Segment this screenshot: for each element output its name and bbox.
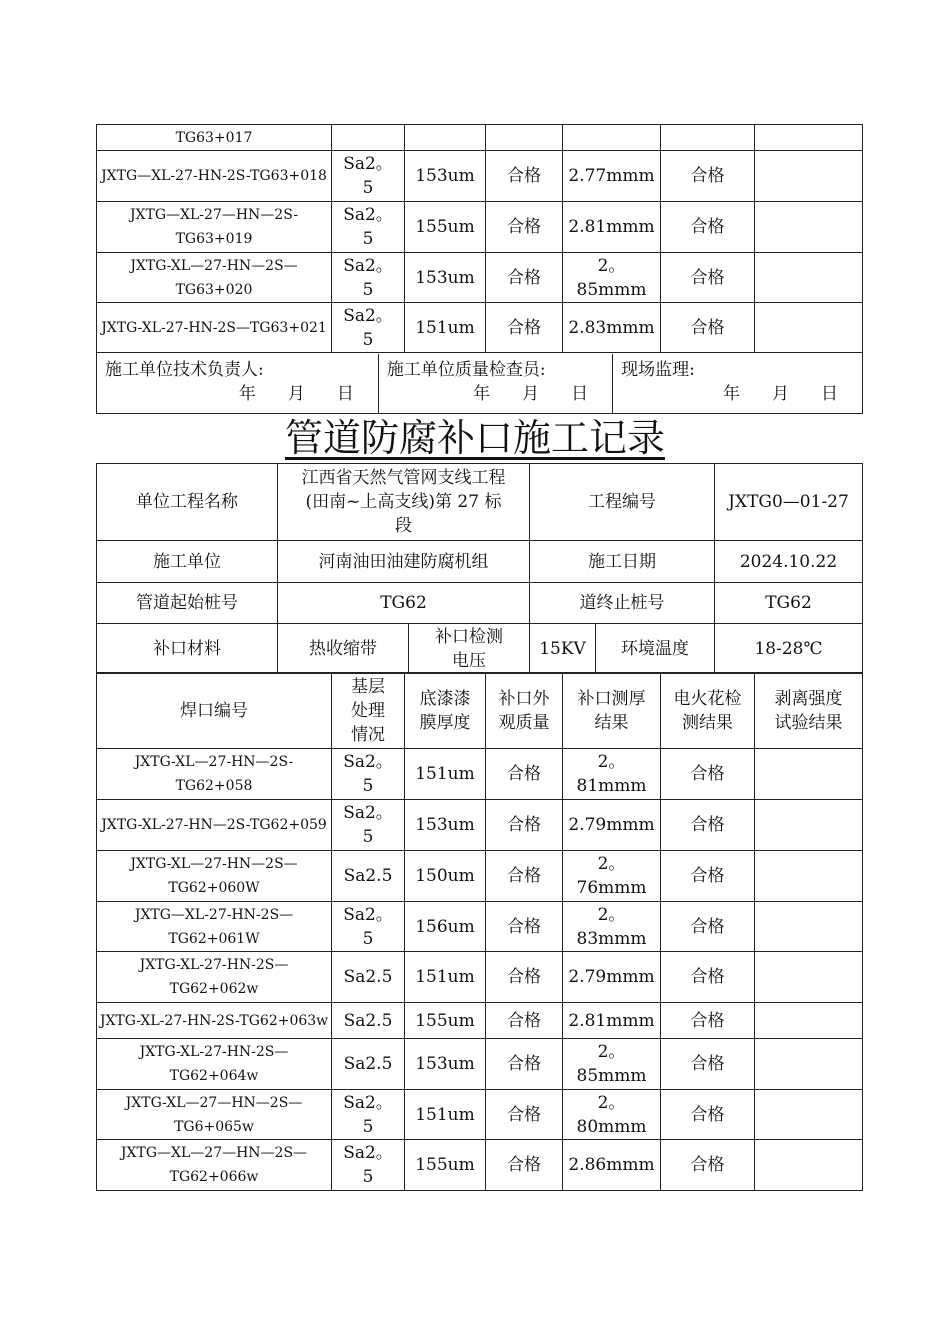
- film-thickness-cell: 150um: [405, 851, 486, 902]
- weld-code-cell: JXTG—XL—27—HN—2S— TG62+066w: [97, 1140, 332, 1191]
- coating-thickness-cell: 2.81mmm: [563, 1003, 661, 1039]
- surface-prep-cell: Sa2。 5: [332, 202, 405, 253]
- peel-strength-cell: [755, 151, 863, 202]
- peel-strength-cell: [755, 202, 863, 253]
- spark-test-cell: 合格: [661, 749, 755, 800]
- appearance-cell: 合格: [486, 749, 563, 800]
- voltage-value: 15KV: [530, 624, 596, 674]
- date-value: 2024.10.22: [715, 541, 863, 583]
- supervisor-label: 现场监理:: [621, 359, 695, 380]
- coating-thickness-cell: 2。85mmm: [563, 253, 661, 303]
- surface-prep-cell: Sa2.5: [332, 1039, 405, 1090]
- header-appearance: 补口外 观质量: [486, 673, 563, 749]
- surface-prep-cell: Sa2。 5: [332, 1090, 405, 1140]
- weld-code-cell: JXTG—XL-27—HN—2S- TG63+019: [97, 202, 332, 253]
- film-thickness-cell: 155um: [405, 202, 486, 253]
- spark-test-cell: 合格: [661, 1039, 755, 1090]
- peel-strength-cell: [755, 902, 863, 952]
- table-row: [97, 1003, 863, 1039]
- table-row: [97, 303, 863, 353]
- film-thickness-cell: 151um: [405, 749, 486, 800]
- header-spark: 电火花检 测结果: [661, 673, 755, 749]
- table-row: [97, 1140, 863, 1191]
- weld-code-cell: JXTG-XL—27-HN—2S— TG62+060W: [97, 851, 332, 902]
- weld-code-cell: JXTG-XL—27—HN—2S— TG6+065w: [97, 1090, 332, 1140]
- spark-test-cell: 合格: [661, 151, 755, 202]
- table-row: [97, 749, 863, 800]
- header-peel: 剥离强度 试验结果: [755, 673, 863, 749]
- spark-test-cell: 合格: [661, 1140, 755, 1191]
- spark-test-cell: [661, 125, 755, 151]
- film-thickness-cell: [405, 125, 486, 151]
- coating-thickness-cell: 2。80mmm: [563, 1090, 661, 1140]
- film-thickness-cell: 153um: [405, 253, 486, 303]
- appearance-cell: 合格: [486, 902, 563, 952]
- date-label: 施工日期: [530, 541, 715, 583]
- peel-strength-cell: [755, 1140, 863, 1191]
- weld-code-cell: JXTG-XL-27-HN—2S-TG62+059: [97, 800, 332, 851]
- weld-record-rows: [97, 749, 863, 1191]
- material-value: 热收缩带: [278, 624, 409, 674]
- coating-thickness-cell: 2.79mmm: [563, 800, 661, 851]
- surface-prep-cell: [332, 125, 405, 151]
- weld-code-cell: JXTG-XL-27-HN-2S— TG62+064w: [97, 1039, 332, 1090]
- film-thickness-cell: 151um: [405, 303, 486, 353]
- tech-lead-label: 施工单位技术负责人:: [105, 359, 264, 380]
- quality-inspector-signature: [378, 354, 612, 413]
- appearance-cell: 合格: [486, 253, 563, 303]
- table-row: [97, 125, 863, 151]
- coating-thickness-cell: 2.83mmm: [563, 303, 661, 353]
- coating-thickness-cell: 2。83mmm: [563, 902, 661, 952]
- coating-thickness-cell: 2.81mmm: [563, 202, 661, 253]
- table-row: [97, 851, 863, 902]
- surface-prep-cell: Sa2。 5: [332, 151, 405, 202]
- surface-prep-cell: Sa2。 5: [332, 1140, 405, 1191]
- appearance-cell: [486, 125, 563, 151]
- tech-lead-date: 年 月 日: [238, 383, 356, 404]
- coating-thickness-cell: 2。85mmm: [563, 1039, 661, 1090]
- page-title: 管道防腐补口施工记录: [284, 416, 665, 460]
- spark-test-cell: 合格: [661, 303, 755, 353]
- film-thickness-cell: 156um: [405, 902, 486, 952]
- supervisor-date: 年 月 日: [723, 383, 840, 404]
- film-thickness-cell: 155um: [405, 1140, 486, 1191]
- quality-inspector-date: 年 月 日: [473, 383, 591, 404]
- temp-label: 环境温度: [596, 624, 715, 674]
- weld-code-cell: JXTG-XL-27-HN-2S-TG62+063w: [97, 1003, 332, 1039]
- unit-project-label: 单位工程名称: [97, 464, 278, 541]
- table-row: [97, 902, 863, 952]
- film-thickness-cell: 153um: [405, 151, 486, 202]
- coating-thickness-cell: 2。76mmm: [563, 851, 661, 902]
- info-row-contractor: [97, 541, 863, 583]
- peel-strength-cell: [755, 1039, 863, 1090]
- table-row: [97, 202, 863, 253]
- start-stake-label: 管道起始桩号: [97, 583, 278, 624]
- weld-code-cell: JXTG-XL-27-HN-2S— TG62+062w: [97, 952, 332, 1003]
- appearance-cell: 合格: [486, 1090, 563, 1140]
- surface-prep-cell: Sa2。 5: [332, 749, 405, 800]
- end-stake-label: 道终止桩号: [530, 583, 715, 624]
- contractor-label: 施工单位: [97, 541, 278, 583]
- spark-test-cell: 合格: [661, 851, 755, 902]
- table-row: [97, 952, 863, 1003]
- info-row-stakes: [97, 583, 863, 624]
- header-film: 底漆漆 膜厚度: [405, 673, 486, 749]
- appearance-cell: 合格: [486, 851, 563, 902]
- header-sa: 基层 处理 情况: [332, 673, 405, 749]
- weld-code-cell: JXTG-XL—27-HN—2S— TG63+020: [97, 253, 332, 303]
- appearance-cell: 合格: [486, 1003, 563, 1039]
- spark-test-cell: 合格: [661, 253, 755, 303]
- peel-strength-cell: [755, 800, 863, 851]
- peel-strength-cell: [755, 1090, 863, 1140]
- quality-inspector-label: 施工单位质量检查员:: [386, 359, 546, 380]
- spark-test-cell: 合格: [661, 952, 755, 1003]
- spark-test-cell: 合格: [661, 1003, 755, 1039]
- peel-strength-cell: [755, 253, 863, 303]
- appearance-cell: 合格: [486, 151, 563, 202]
- surface-prep-cell: Sa2。 5: [332, 800, 405, 851]
- weld-code-cell: JXTG-XL-27-HN-2S—TG63+021: [97, 303, 332, 353]
- weld-code-cell: JXTG-XL—27-HN—2S- TG62+058: [97, 749, 332, 800]
- table-row: [97, 253, 863, 303]
- peel-strength-cell: [755, 1003, 863, 1039]
- appearance-cell: 合格: [486, 1140, 563, 1191]
- film-thickness-cell: 153um: [405, 800, 486, 851]
- coating-thickness-cell: [563, 125, 661, 151]
- appearance-cell: 合格: [486, 202, 563, 253]
- table-row: [97, 151, 863, 202]
- surface-prep-cell: Sa2。 5: [332, 902, 405, 952]
- weld-code-cell: JXTG—XL-27-HN-2S— TG62+061W: [97, 902, 332, 952]
- peel-strength-cell: [755, 303, 863, 353]
- spark-test-cell: 合格: [661, 202, 755, 253]
- appearance-cell: 合格: [486, 1039, 563, 1090]
- project-no-value: JXTG0—01-27: [715, 464, 863, 541]
- coating-thickness-cell: 2.77mmm: [563, 151, 661, 202]
- appearance-cell: 合格: [486, 800, 563, 851]
- info-row-project: [97, 464, 863, 541]
- spark-test-cell: 合格: [661, 902, 755, 952]
- signature-table: [97, 354, 862, 413]
- weld-code-cell: TG63+017: [97, 125, 332, 151]
- coating-thickness-cell: 2.79mmm: [563, 952, 661, 1003]
- surface-prep-cell: Sa2.5: [332, 1003, 405, 1039]
- voltage-label: 补口检测 电压: [409, 624, 530, 674]
- supervisor-signature: [613, 354, 862, 413]
- film-thickness-cell: 151um: [405, 1090, 486, 1140]
- film-thickness-cell: 155um: [405, 1003, 486, 1039]
- signature-row: [97, 353, 863, 414]
- material-label: 补口材料: [97, 624, 278, 674]
- header-code: 焊口编号: [97, 673, 332, 749]
- weld-record-table: [96, 672, 863, 1191]
- film-thickness-cell: 151um: [405, 952, 486, 1003]
- film-thickness-cell: 153um: [405, 1039, 486, 1090]
- surface-prep-cell: Sa2.5: [332, 851, 405, 902]
- appearance-cell: 合格: [486, 303, 563, 353]
- surface-prep-cell: Sa2。 5: [332, 303, 405, 353]
- temp-value: 18-28℃: [715, 624, 863, 674]
- coating-thickness-cell: 2.86mmm: [563, 1140, 661, 1191]
- table-row: [97, 1039, 863, 1090]
- tech-lead-signature: [97, 354, 378, 413]
- previous-record-table: [96, 124, 863, 414]
- peel-strength-cell: [755, 952, 863, 1003]
- unit-project-value: 江西省天然气管网支线工程 (田南~上高支线)第 27 标 段: [278, 464, 530, 541]
- surface-prep-cell: Sa2.5: [332, 952, 405, 1003]
- coating-thickness-cell: 2。81mmm: [563, 749, 661, 800]
- previous-record-rows: [97, 125, 863, 353]
- appearance-cell: 合格: [486, 952, 563, 1003]
- header-thickness: 补口测厚 结果: [563, 673, 661, 749]
- end-stake-value: TG62: [715, 583, 863, 624]
- peel-strength-cell: [755, 125, 863, 151]
- peel-strength-cell: [755, 749, 863, 800]
- start-stake-value: TG62: [278, 583, 530, 624]
- table-row: [97, 1090, 863, 1140]
- surface-prep-cell: Sa2。 5: [332, 253, 405, 303]
- project-info-table: [96, 463, 863, 674]
- spark-test-cell: 合格: [661, 1090, 755, 1140]
- spark-test-cell: 合格: [661, 800, 755, 851]
- peel-strength-cell: [755, 851, 863, 902]
- weld-table-header: [97, 673, 863, 749]
- table-row: [97, 800, 863, 851]
- project-no-label: 工程编号: [530, 464, 715, 541]
- contractor-value: 河南油田油建防腐机组: [278, 541, 530, 583]
- info-row-material: [97, 624, 863, 674]
- weld-code-cell: JXTG—XL-27-HN-2S-TG63+018: [97, 151, 332, 202]
